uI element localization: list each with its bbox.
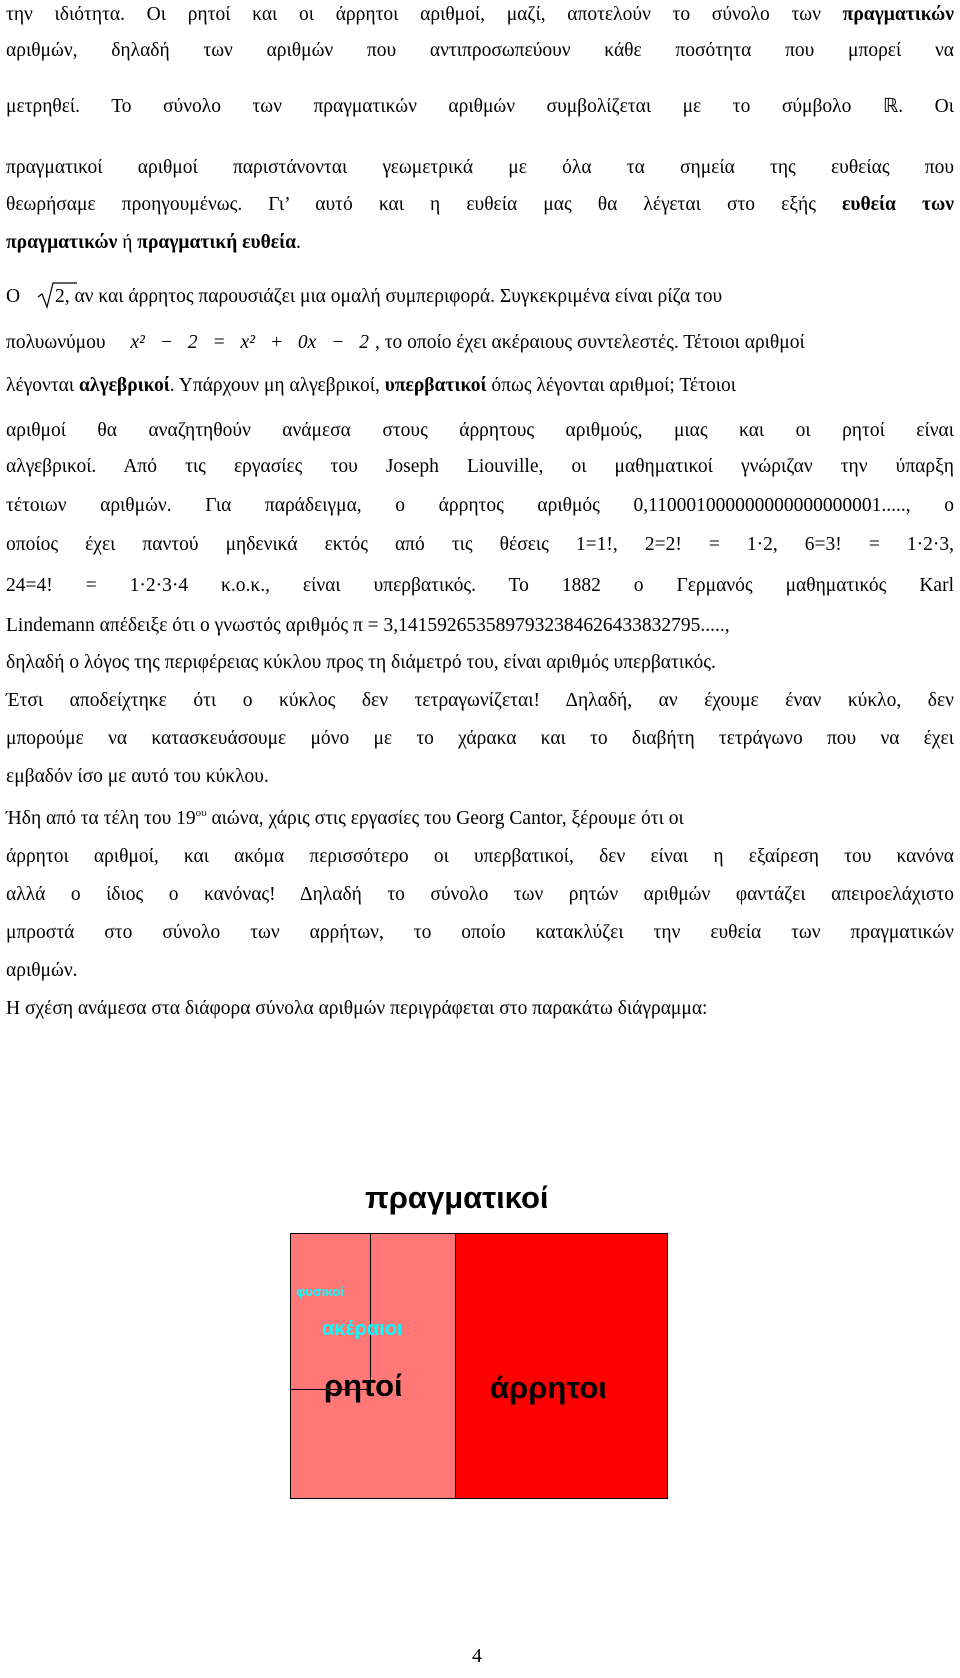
text-line: μπροστά στο σύνολο των αρρήτων, το οποίο κατακλύζει την ευθεία των πραγματικών — [6, 922, 954, 943]
text-line: δηλαδή ο λόγος της περιφέρειας κύκλου προς τη διάμετρό του, είναι αριθμός υπερβατικός. — [6, 652, 716, 673]
text-line: Ήδη από τα τέλη του $19^{o\upsilon}$ αιώνα, χάρις στις εργασίες του Georg Cantor, ξέρουμε ότι οι — [6, 807, 684, 829]
text-line: μετρηθεί. Το σύνολο των πραγματικών αριθμών συμβολίζεται με το σύμβολο ℝ. Οι — [6, 94, 954, 117]
integers-label: ακέραιοι — [322, 1318, 403, 1340]
naturals-label: φυσικοί — [296, 1284, 344, 1299]
polynomial-expression: x² − 2 = x² + 0x − 2 — [130, 332, 369, 353]
diagram-title: πραγματικοί — [365, 1180, 549, 1215]
text-line: αριθμών. — [6, 960, 78, 981]
text-line: θεωρήσαμε προηγουμένως. Γι’ αυτό και η ευθεία μας θα λέγεται στο εξής ευθεία των — [6, 194, 954, 215]
text-line: πραγματικοί αριθμοί παριστάνονται γεωμετρικά με όλα τα σημεία της ευθείας που — [6, 157, 954, 178]
text-line: Ο 2, αν και άρρητος παρουσιάζει μια ομαλή συμπεριφορά. Συγκεκριμένα είναι ρίζα του — [6, 286, 954, 308]
text-line: μπορούμε να κατασκευάσουμε μόνο με το χάρακα και το διαβήτη τετράγωνο που να έχει — [6, 728, 954, 749]
irrationals-box — [455, 1233, 668, 1499]
text-line: Lindemann απέδειξε ότι ο γνωστός αριθμός π = 3,1415926535897932384626433832795....., — [6, 615, 730, 636]
text-line: πραγματικών ή πραγματική ευθεία. — [6, 232, 301, 253]
text-line: Η σχέση ανάμεσα στα διάφορα σύνολα αριθμών περιγράφεται στο παρακάτω διάγραμμα: — [6, 998, 708, 1019]
text-line: οποίος έχει παντού μηδενικά εκτός από τις θέσεις 1=1!, 2=2! = 1·2, 6=3! = 1·2·3, — [6, 534, 954, 555]
rationals-box — [290, 1233, 457, 1499]
square-root-expression: 2 — [37, 286, 65, 308]
text-line: λέγονται αλγεβρικοί. Υπάρχουν μη αλγεβρικοί, υπερβατικοί όπως λέγονται αριθμοί; Τέτοιοι — [6, 375, 736, 396]
integers-box — [370, 1233, 371, 1389]
page-number: 4 — [472, 1645, 482, 1667]
text-line: πολυωνύμου x² − 2 = x² + 0x − 2 , το οποίο έχει ακέραιους συντελεστές. Τέτοιοι αριθμοί — [6, 332, 805, 353]
text-line: αλγεβρικοί. Από τις εργασίες του Joseph Liouville, οι μαθηματικοί γνώριζαν την ύπαρξη — [6, 456, 954, 477]
real-numbers-symbol: ℝ — [882, 94, 899, 117]
text-line: άρρητοι αριθμοί, και ακόμα περισσότερο οι υπερβατικοί, δεν είναι η εξαίρεση του κανόνα — [6, 846, 954, 867]
text-line: αριθμών, δηλαδή των αριθμών που αντιπροσωπεύουν κάθε ποσότητα που μπορεί να — [6, 40, 954, 61]
text-line: Έτσι αποδείχτηκε ότι ο κύκλος δεν τετραγωνίζεται! Δηλαδή, αν έχουμε έναν κύκλο, δεν — [6, 690, 954, 711]
text-line: 24=4! = 1·2·3·4 κ.ο.κ., είναι υπερβατικός. Το 1882 ο Γερμανός μαθηματικός Karl — [6, 575, 954, 596]
text-line: εμβαδόν ίσο με αυτό του κύκλου. — [6, 766, 269, 787]
text-line: αριθμοί θα αναζητηθούν ανάμεσα στους άρρητους αριθμούς, μιας και οι ρητοί είναι — [6, 420, 954, 441]
radical-sign-icon — [37, 280, 77, 310]
text-line: τέτοιων αριθμών. Για παράδειγμα, ο άρρητος αριθμός 0,110001000000000000000001....., ο — [6, 495, 954, 516]
text-line: την ιδιότητα. Οι ρητοί και οι άρρητοι αριθμοί, μαζί, αποτελούν το σύνολο των πραγματικών — [6, 4, 954, 25]
rationals-label: ρητοί — [324, 1368, 403, 1403]
irrationals-label: άρρητοι — [490, 1370, 607, 1405]
text-line: αλλά ο ίδιος ο κανόνας! Δηλαδή το σύνολο των ρητών αριθμών φαντάζει απειροελάχιστο — [6, 884, 954, 905]
